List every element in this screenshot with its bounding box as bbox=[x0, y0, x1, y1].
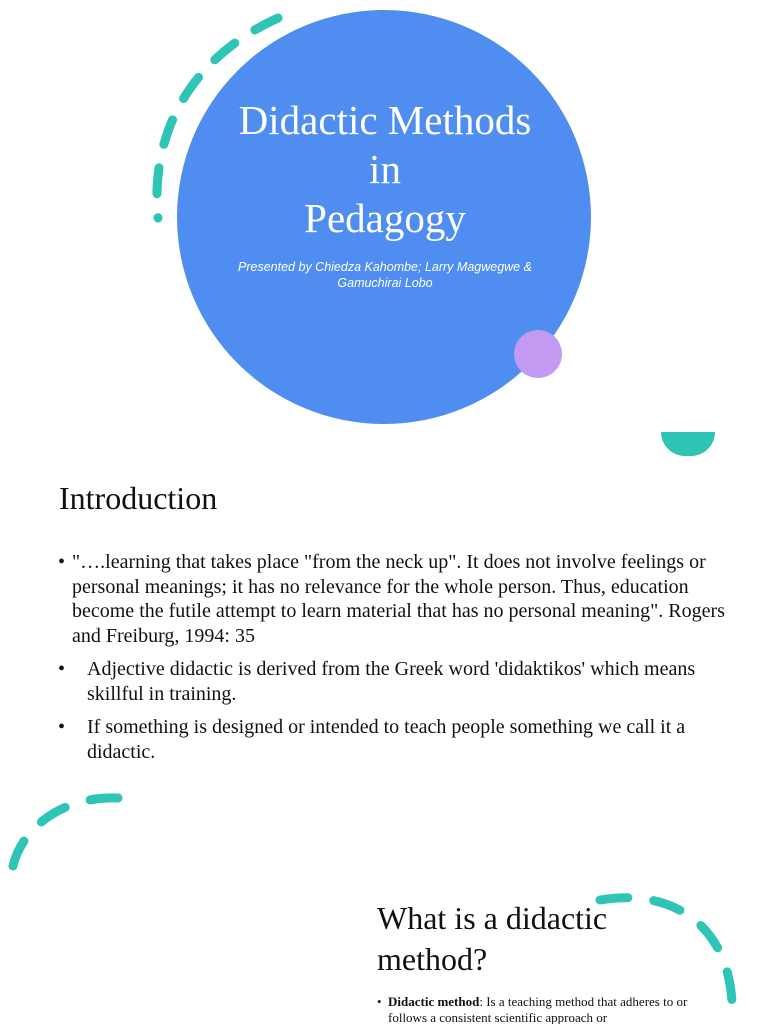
title-line-3: Pedagogy bbox=[304, 195, 466, 241]
list-item bbox=[58, 657, 748, 706]
bullet-text: "….learning that takes place "from the neck up". It does not involve feelings or personal meanings; it has no relevance for the whole person. Thus, education become the futile attempt to learn material that has no personal meaning". Rogers and Freiburg, 1994: 35 bbox=[72, 551, 725, 647]
presenters-subtitle: Presented by Chiedza Kahombe; Larry Magwegwe & Gamuchirai Lobo bbox=[238, 260, 532, 290]
title-slide bbox=[0, 0, 768, 432]
section-title: Introduction bbox=[59, 480, 218, 516]
teal-half-circle-decoration bbox=[661, 432, 715, 456]
bullet-list bbox=[58, 550, 748, 773]
bullet-icon: • bbox=[58, 716, 66, 738]
bullet-text: Adjective didactic is derived from the Greek word 'didaktikos' which means skillful in training. bbox=[87, 658, 696, 705]
purple-dot-decoration bbox=[514, 330, 562, 378]
bullet-icon: • bbox=[377, 994, 382, 1009]
definition-term: Didactic method bbox=[388, 994, 480, 1009]
definition-slide bbox=[0, 788, 768, 1024]
bullet-icon: • bbox=[58, 551, 66, 573]
list-item bbox=[58, 715, 748, 764]
definition-bullet bbox=[377, 994, 722, 1024]
slide-title bbox=[200, 96, 570, 243]
list-item bbox=[58, 550, 748, 648]
title-line-2: in bbox=[369, 146, 401, 192]
title-line-1: Didactic Methods bbox=[238, 97, 532, 143]
title-line-2: method? bbox=[377, 941, 488, 977]
title-line-1: What is a didactic bbox=[377, 900, 608, 936]
definition-text: : Is a teaching method that adheres to or follows a consistent scientific approach or bbox=[388, 994, 688, 1024]
introduction-slide bbox=[0, 432, 768, 788]
bullet-icon: • bbox=[58, 658, 66, 680]
section-title bbox=[377, 898, 677, 980]
bullet-text: If something is designed or intended to teach people something we call it a didactic. bbox=[87, 716, 686, 763]
